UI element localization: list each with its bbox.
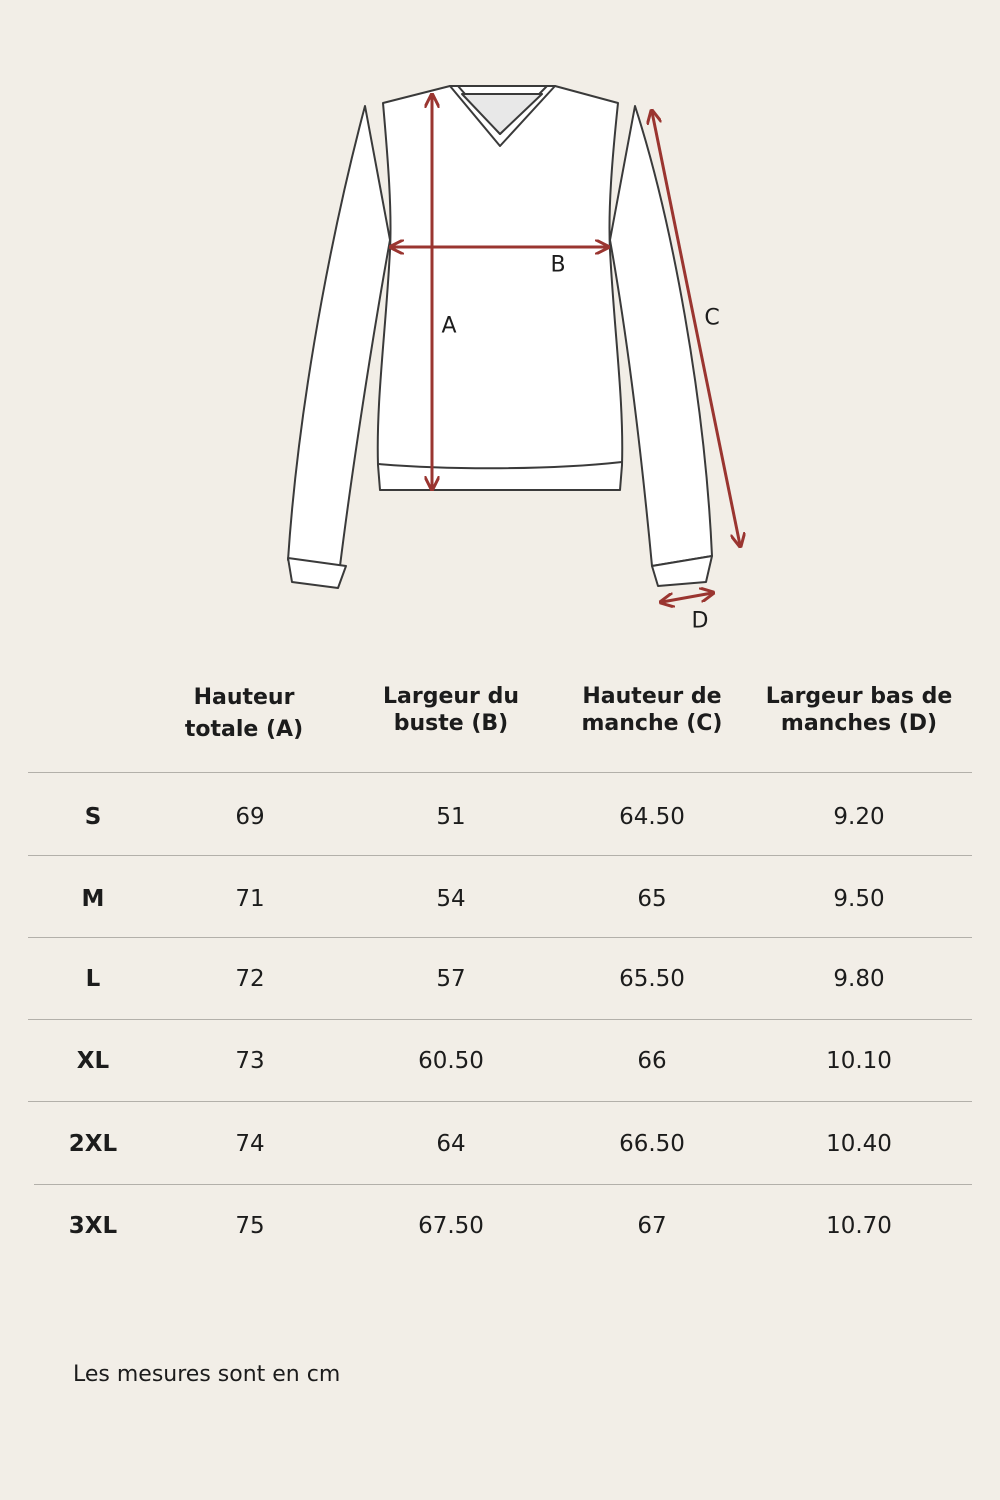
size-cell: 3XL — [68, 1213, 118, 1239]
value-cell: 67.50 — [418, 1213, 484, 1239]
value-cell: 9.50 — [833, 886, 885, 912]
value-cell: 9.80 — [833, 966, 885, 992]
value-cell: 74 — [235, 1131, 265, 1157]
value-cell: 75 — [235, 1213, 265, 1239]
table-divider — [28, 937, 972, 938]
size-cell: XL — [76, 1048, 110, 1074]
header-line2: manches (D) — [780, 711, 938, 736]
header-line1: Hauteur de — [582, 684, 722, 709]
value-cell: 65 — [637, 886, 667, 912]
sweater-diagram — [0, 0, 1000, 660]
header-line1: Hauteur — [193, 685, 295, 710]
value-cell: 64.50 — [619, 804, 685, 830]
value-cell: 10.70 — [826, 1213, 892, 1239]
label-c: C — [704, 305, 720, 331]
value-cell: 10.40 — [826, 1131, 892, 1157]
header-chest-width — [351, 683, 551, 737]
value-cell: 66 — [637, 1048, 667, 1074]
size-cell: M — [81, 886, 105, 912]
table-divider — [34, 1184, 972, 1185]
value-cell: 69 — [235, 804, 265, 830]
value-cell: 54 — [436, 886, 466, 912]
label-b: B — [550, 252, 566, 278]
units-footnote: Les mesures sont en cm — [73, 1362, 341, 1387]
size-cell: S — [84, 804, 102, 830]
header-cuff-width — [749, 683, 969, 737]
header-sleeve-length — [552, 683, 752, 737]
table-divider — [28, 855, 972, 856]
label-a: A — [441, 313, 457, 339]
value-cell: 60.50 — [418, 1048, 484, 1074]
value-cell: 9.20 — [833, 804, 885, 830]
table-divider — [28, 1019, 972, 1020]
value-cell: 64 — [436, 1131, 466, 1157]
value-cell: 51 — [436, 804, 466, 830]
size-cell: L — [85, 966, 101, 992]
header-line2: totale (A) — [184, 717, 304, 742]
label-d: D — [691, 608, 709, 634]
header-line2: manche (C) — [581, 711, 723, 736]
header-line1: Largeur bas de — [765, 684, 953, 709]
header-line2: buste (B) — [393, 711, 509, 736]
arrow-d-cuff-width — [662, 593, 712, 602]
left-sleeve — [288, 106, 390, 566]
value-cell: 67 — [637, 1213, 667, 1239]
size-cell: 2XL — [68, 1131, 118, 1157]
table-divider — [28, 772, 972, 773]
header-line1: Largeur du — [383, 684, 519, 709]
table-divider — [28, 1101, 972, 1102]
value-cell: 10.10 — [826, 1048, 892, 1074]
value-cell: 57 — [436, 966, 466, 992]
value-cell: 66.50 — [619, 1131, 685, 1157]
value-cell: 65.50 — [619, 966, 685, 992]
value-cell: 72 — [235, 966, 265, 992]
sweater-outline — [288, 86, 712, 588]
value-cell: 71 — [235, 886, 265, 912]
header-total-height — [144, 684, 344, 743]
value-cell: 73 — [235, 1048, 265, 1074]
